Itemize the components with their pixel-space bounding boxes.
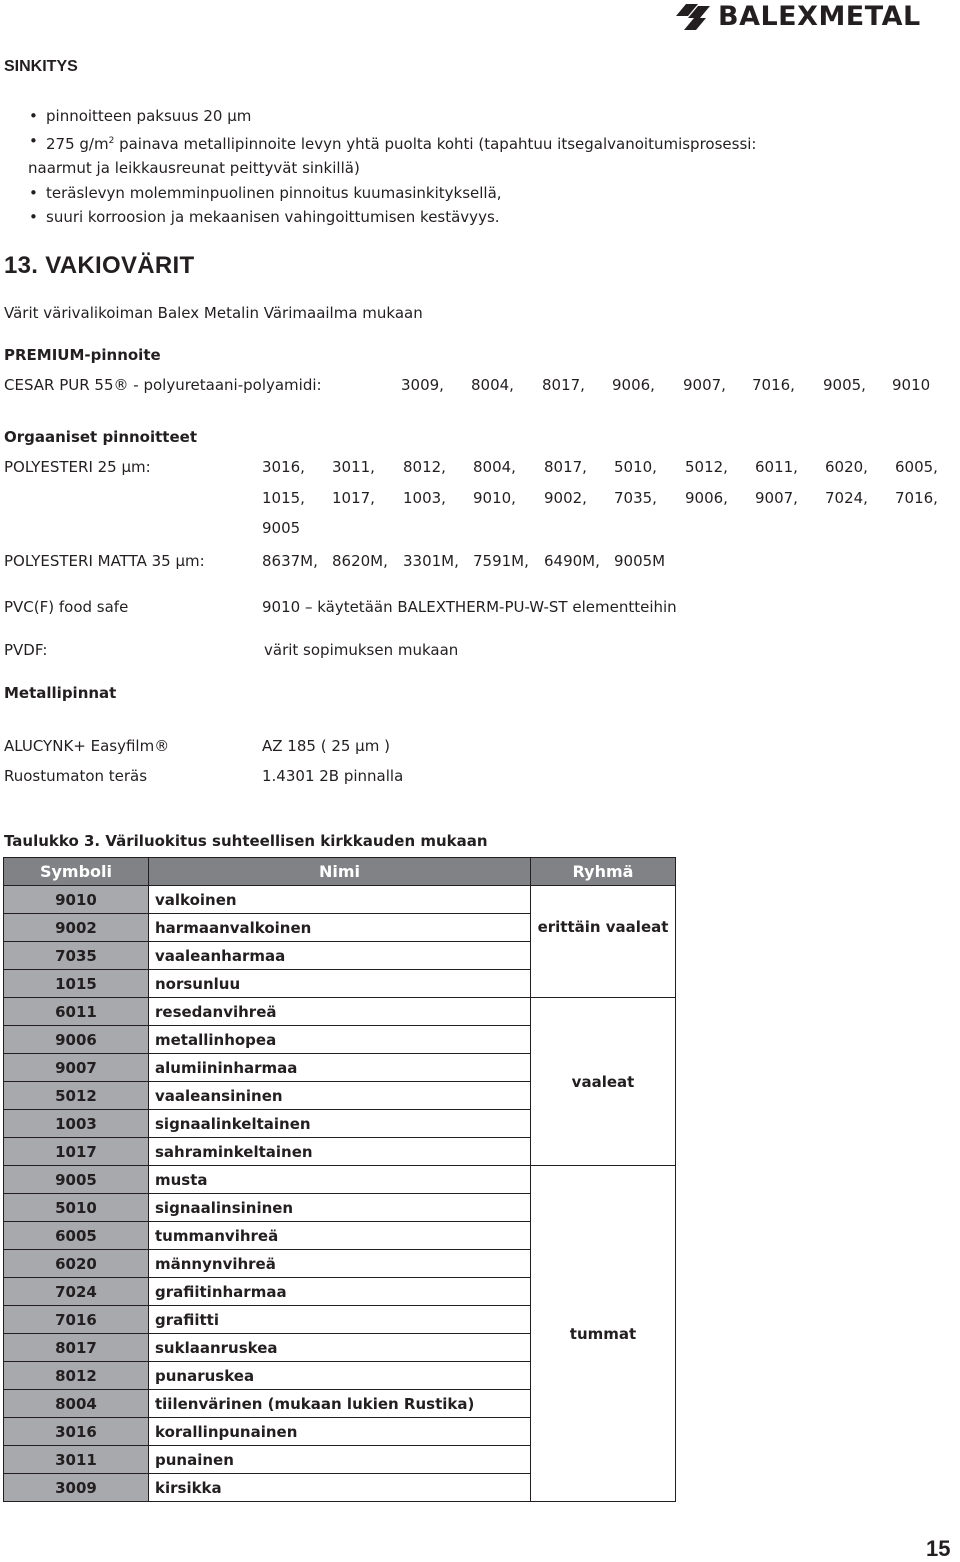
table-row [4, 914, 676, 942]
color-code: 3016, [262, 458, 305, 476]
intro-text: Värit värivalikoiman Balex Metalin Värimaailma mukaan [4, 304, 423, 322]
bullet-item [28, 205, 757, 230]
symbol-cell: 6011 [4, 998, 149, 1026]
pvc-value: 9010 – käytetään BALEXTHERM-PU-W-ST elementteihin [262, 598, 677, 616]
bullet-item [28, 104, 757, 129]
color-code: 8637M, [262, 552, 318, 570]
header-nimi: Nimi [149, 858, 531, 886]
symbol-cell: 1017 [4, 1138, 149, 1166]
name-cell: harmaanvalkoinen [149, 914, 531, 942]
symbol-cell: 1015 [4, 970, 149, 998]
cesar-label: CESAR PUR 55® - polyuretaani-polyamidi: [4, 376, 322, 394]
section-title-sinkitys: SINKITYS [4, 58, 78, 75]
symbol-cell: 7035 [4, 942, 149, 970]
color-code: 9002, [544, 489, 587, 507]
group-label: erittäin vaaleat [537, 917, 669, 936]
cesar-code-list [401, 376, 930, 394]
symbol-cell: 8004 [4, 1390, 149, 1418]
matta-code-list [262, 552, 665, 570]
color-code: 9006, [612, 376, 655, 394]
bullet-text: naarmut ja leikkausreunat peittyvät sinkillä) [28, 159, 360, 177]
symbol-cell: 8017 [4, 1334, 149, 1362]
bullet-text: painava metallipinnoite levyn yhtä puolta kohti (tapahtuu itsegalvanoitumisprosessi: [114, 134, 757, 153]
name-cell: männynvihreä [149, 1250, 531, 1278]
name-cell: grafiitinharmaa [149, 1278, 531, 1306]
rst-value: 1.4301 2B pinnalla [262, 767, 404, 785]
symbol-cell: 9007 [4, 1054, 149, 1082]
name-cell: tiilenvärinen (mukaan lukien Rustika) [149, 1390, 531, 1418]
name-cell: signaalinkeltainen [149, 1110, 531, 1138]
table-caption: Taulukko 3. Väriluokitus suhteellisen kirkkauden mukaan [4, 832, 488, 850]
color-code: 5010, [614, 458, 657, 476]
name-cell: kirsikka [149, 1474, 531, 1502]
section-title-vakiovarit: 13. VAKIOVÄRIT [4, 252, 195, 279]
color-code: 5012, [685, 458, 728, 476]
organic-heading: Orgaaniset pinnoitteet [4, 428, 197, 446]
color-code: 6490M, [544, 552, 600, 570]
symbol-cell: 8012 [4, 1362, 149, 1390]
table-header-row [4, 858, 676, 886]
symbol-cell: 9005 [4, 1166, 149, 1194]
name-cell: norsunluu [149, 970, 531, 998]
color-code: 7591M, [473, 552, 529, 570]
color-code: 9007, [755, 489, 798, 507]
name-cell: musta [149, 1166, 531, 1194]
bullet-text: pinnoitteen paksuus 20 μm [46, 107, 252, 125]
color-code: 3301M, [403, 552, 459, 570]
symbol-cell: 6020 [4, 1250, 149, 1278]
name-cell: suklaanruskea [149, 1334, 531, 1362]
color-classification-table [3, 857, 676, 1502]
symbol-cell: 3011 [4, 1446, 149, 1474]
premium-heading: PREMIUM-pinnoite [4, 346, 161, 364]
group-cell [531, 1166, 676, 1502]
name-cell: punaruskea [149, 1362, 531, 1390]
color-code: 9006, [685, 489, 728, 507]
header-symboli: Symboli [4, 858, 149, 886]
header-ryhma: Ryhmä [531, 858, 676, 886]
color-code: 7016, [895, 489, 938, 507]
group-label: vaaleat [571, 1072, 635, 1091]
color-code: 1015, [262, 489, 305, 507]
table-row [4, 1166, 676, 1194]
rst-label: Ruostumaton teräs [4, 767, 148, 785]
color-code: 8017, [544, 458, 587, 476]
color-code: 9007, [683, 376, 726, 394]
color-code: 8620M, [332, 552, 388, 570]
alucynk-value: AZ 185 ( 25 μm ) [262, 737, 390, 755]
polyesteri-code-list-2 [262, 489, 938, 507]
name-cell: sahraminkeltainen [149, 1138, 531, 1166]
pvc-label: PVC(F) food safe [4, 598, 129, 616]
bullet-item [28, 181, 757, 206]
color-code: 8004, [471, 376, 514, 394]
color-code: 1003, [403, 489, 446, 507]
metal-heading: Metallipinnat [4, 684, 117, 702]
logo-mark-icon [676, 2, 716, 32]
symbol-cell: 7016 [4, 1306, 149, 1334]
name-cell: grafiitti [149, 1306, 531, 1334]
color-code: 3011, [332, 458, 375, 476]
logo-text: BALEXMETAL [718, 1, 921, 32]
table-row [4, 998, 676, 1026]
group-cell [531, 998, 676, 1166]
superscript-2: 2 [108, 135, 115, 146]
color-code: 8017, [542, 376, 585, 394]
alucynk-label: ALUCYNK+ Easyfilm® [4, 737, 170, 755]
symbol-cell: 3009 [4, 1474, 149, 1502]
name-cell: resedanvihreä [149, 998, 531, 1026]
symbol-cell: 5012 [4, 1082, 149, 1110]
balexmetal-logo [676, 2, 958, 34]
color-code: 7016, [752, 376, 795, 394]
color-code: 8012, [403, 458, 446, 476]
bullet-text: teräslevyn molemminpuolinen pinnoitus kuumasinkityksellä, [46, 183, 502, 202]
name-cell: tummanvihreä [149, 1222, 531, 1250]
bullet-text: suuri korroosion ja mekaanisen vahingoittumisen kestävyys. [46, 208, 500, 226]
color-code: 7024, [825, 489, 868, 507]
polyesteri-code-list-1 [262, 458, 938, 476]
group-cell-empty [531, 886, 676, 914]
pvdf-label: PVDF: [4, 641, 48, 659]
name-cell: punainen [149, 1446, 531, 1474]
color-code: 3009, [401, 376, 444, 394]
polyesteri-label: POLYESTERI 25 μm: [4, 458, 151, 476]
symbol-cell: 1003 [4, 1110, 149, 1138]
symbol-cell: 6005 [4, 1222, 149, 1250]
bullet-item [28, 129, 757, 181]
symbol-cell: 9010 [4, 886, 149, 914]
pvdf-value: värit sopimuksen mukaan [264, 641, 459, 659]
name-cell: vaaleansininen [149, 1082, 531, 1110]
name-cell: vaaleanharmaa [149, 942, 531, 970]
name-cell: metallinhopea [149, 1026, 531, 1054]
name-cell: signaalinsininen [149, 1194, 531, 1222]
symbol-cell: 9002 [4, 914, 149, 942]
color-code: 9005M [614, 552, 666, 570]
color-code: 9010, [473, 489, 516, 507]
matta-label: POLYESTERI MATTA 35 μm: [4, 552, 205, 570]
color-code: 1017, [332, 489, 375, 507]
name-cell: valkoinen [149, 886, 531, 914]
color-code: 9005 [262, 519, 301, 537]
page-number: 15 [926, 1536, 951, 1561]
color-code: 6020, [825, 458, 868, 476]
color-code: 8004, [473, 458, 516, 476]
color-code: 7035, [614, 489, 657, 507]
group-cell [531, 914, 676, 998]
bullet-text: 275 g/m [46, 134, 109, 153]
symbol-cell: 5010 [4, 1194, 149, 1222]
color-code: 9010 [892, 376, 931, 394]
table-row [4, 886, 676, 914]
group-label: tummat [569, 1324, 637, 1343]
symbol-cell: 3016 [4, 1418, 149, 1446]
name-cell: korallinpunainen [149, 1418, 531, 1446]
symbol-cell: 9006 [4, 1026, 149, 1054]
symbol-cell: 7024 [4, 1278, 149, 1306]
name-cell: alumiininharmaa [149, 1054, 531, 1082]
color-code: 6005, [895, 458, 938, 476]
color-code: 6011, [755, 458, 798, 476]
color-code: 9005, [823, 376, 866, 394]
sinkitys-bullet-list [28, 104, 757, 230]
